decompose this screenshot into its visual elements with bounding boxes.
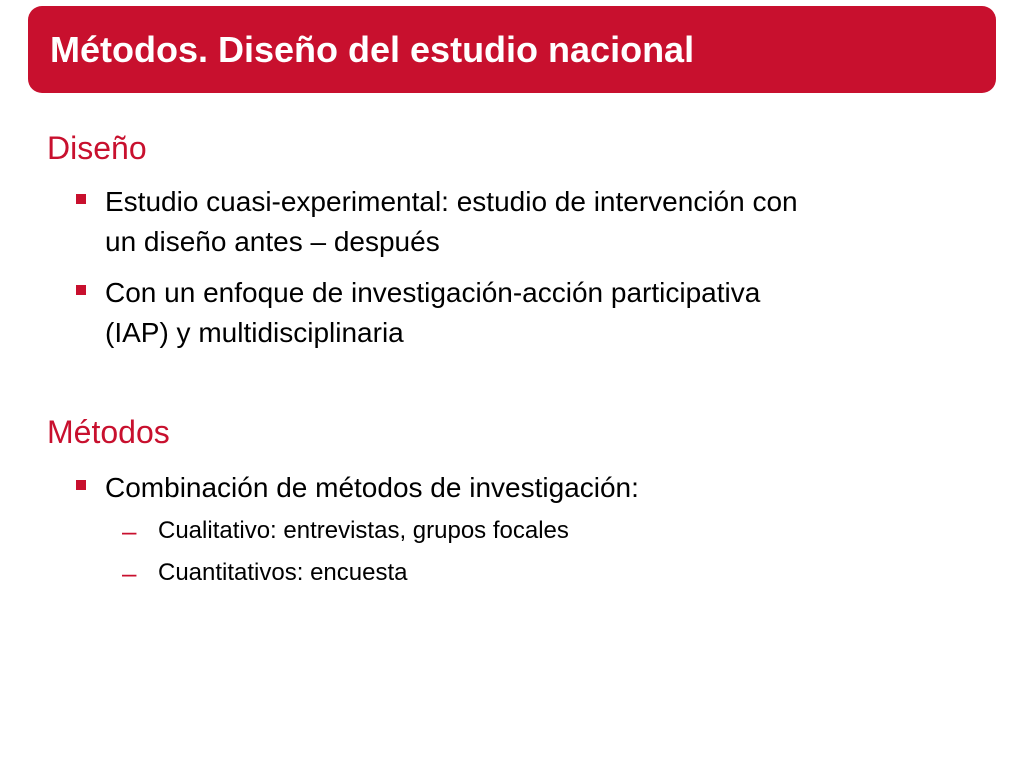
bullet-line: Combinación de métodos de investigación: bbox=[105, 472, 639, 503]
square-bullet-icon bbox=[76, 194, 86, 204]
bullet-line: (IAP) y multidisciplinaria bbox=[105, 317, 404, 348]
dash-bullet-icon: – bbox=[122, 516, 137, 546]
sub-bullet-text: Cuantitativos: encuesta bbox=[158, 559, 408, 586]
square-bullet-icon bbox=[76, 480, 86, 490]
dash-bullet-icon: – bbox=[122, 558, 137, 588]
bullet-text bbox=[105, 182, 798, 262]
section-heading-metodos: Métodos bbox=[47, 414, 170, 450]
bullet-line: Estudio cuasi-experimental: estudio de intervención con bbox=[105, 186, 798, 217]
bullet-line: un diseño antes – después bbox=[105, 226, 440, 257]
bullet-line: Con un enfoque de investigación-acción participativa bbox=[105, 277, 761, 308]
title-bar bbox=[28, 6, 996, 93]
bullet-text bbox=[105, 468, 639, 508]
bullet-text bbox=[105, 273, 760, 353]
sub-bullet-item bbox=[122, 558, 407, 588]
section-heading-diseno: Diseño bbox=[47, 130, 147, 166]
sub-bullet-item bbox=[122, 516, 569, 546]
sub-bullet-text: Cualitativo: entrevistas, grupos focales bbox=[158, 517, 569, 544]
square-bullet-icon bbox=[76, 285, 86, 295]
bullet-item bbox=[76, 273, 976, 353]
slide-title: Métodos. Diseño del estudio nacional bbox=[50, 28, 695, 70]
bullet-item bbox=[76, 468, 976, 508]
bullet-item bbox=[76, 182, 976, 262]
